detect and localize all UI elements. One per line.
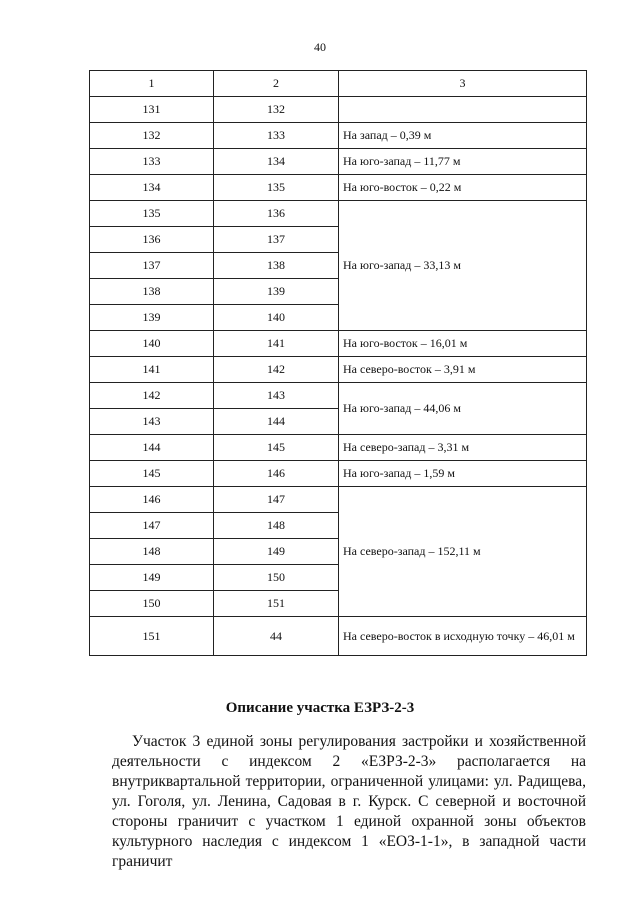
point-to: 149 bbox=[214, 539, 339, 565]
section-paragraph bbox=[112, 732, 586, 872]
point-to: 138 bbox=[214, 253, 339, 279]
direction-distance: На запад – 0,39 м bbox=[339, 123, 587, 149]
point-from: 147 bbox=[90, 513, 214, 539]
point-from: 135 bbox=[90, 201, 214, 227]
point-from: 148 bbox=[90, 539, 214, 565]
table-row bbox=[90, 175, 587, 201]
section-heading: Описание участка ЕЗРЗ-2-3 bbox=[225, 700, 415, 716]
point-from: 140 bbox=[90, 331, 214, 357]
table-row bbox=[90, 97, 587, 123]
point-to: 137 bbox=[214, 227, 339, 253]
point-from: 137 bbox=[90, 253, 214, 279]
point-to: 135 bbox=[214, 175, 339, 201]
header-col-2: 2 bbox=[214, 71, 339, 97]
point-to: 151 bbox=[214, 591, 339, 617]
point-from: 151 bbox=[90, 617, 214, 656]
point-from: 150 bbox=[90, 591, 214, 617]
table-row bbox=[90, 383, 587, 409]
point-from: 146 bbox=[90, 487, 214, 513]
paragraph-line: Участок 3 единой зоны регулирования застройки и хозяйственной bbox=[132, 733, 586, 750]
direction-distance: На юго-восток – 16,01 м bbox=[339, 331, 587, 357]
table-row bbox=[90, 487, 587, 513]
direction-distance bbox=[339, 97, 587, 123]
point-from: 136 bbox=[90, 227, 214, 253]
table-row bbox=[90, 617, 587, 656]
point-to: 133 bbox=[214, 123, 339, 149]
point-to: 136 bbox=[214, 201, 339, 227]
point-to: 139 bbox=[214, 279, 339, 305]
paragraph-line: стороны граничит с участком 1 единой охранной зоны объектов bbox=[112, 813, 586, 830]
point-from: 142 bbox=[90, 383, 214, 409]
point-to: 140 bbox=[214, 305, 339, 331]
point-to: 141 bbox=[214, 331, 339, 357]
point-to: 144 bbox=[214, 409, 339, 435]
direction-distance: На юго-запад – 11,77 м bbox=[339, 149, 587, 175]
point-to: 132 bbox=[214, 97, 339, 123]
table-row bbox=[90, 149, 587, 175]
point-from: 134 bbox=[90, 175, 214, 201]
point-to: 145 bbox=[214, 435, 339, 461]
paragraph-line: культурного наследия с индексом 1 «ЕОЗ-1-1», в западной части граничит bbox=[112, 833, 586, 870]
point-to: 143 bbox=[214, 383, 339, 409]
direction-distance: На юго-восток – 0,22 м bbox=[339, 175, 587, 201]
point-from: 141 bbox=[90, 357, 214, 383]
paragraph-line: ул. Гоголя, ул. Ленина, Садовая в г. Курск. С северной и восточной bbox=[112, 793, 586, 810]
point-to: 142 bbox=[214, 357, 339, 383]
point-from: 138 bbox=[90, 279, 214, 305]
point-to: 148 bbox=[214, 513, 339, 539]
table-row bbox=[90, 357, 587, 383]
point-to: 147 bbox=[214, 487, 339, 513]
header-col-1: 1 bbox=[90, 71, 214, 97]
paragraph-line: внутриквартальной территории, ограниченной улицами: ул. Радищева, bbox=[112, 773, 586, 790]
point-from: 143 bbox=[90, 409, 214, 435]
direction-distance: На северо-восток в исходную точку – 46,01 м bbox=[339, 617, 587, 656]
point-from: 131 bbox=[90, 97, 214, 123]
point-from: 145 bbox=[90, 461, 214, 487]
point-to: 44 bbox=[214, 617, 339, 656]
direction-distance: На юго-запад – 1,59 м bbox=[339, 461, 587, 487]
direction-distance: На северо-восток – 3,91 м bbox=[339, 357, 587, 383]
coordinates-table bbox=[89, 70, 587, 656]
point-from: 132 bbox=[90, 123, 214, 149]
table-row bbox=[90, 461, 587, 487]
point-from: 133 bbox=[90, 149, 214, 175]
point-from: 144 bbox=[90, 435, 214, 461]
point-from: 149 bbox=[90, 565, 214, 591]
point-to: 146 bbox=[214, 461, 339, 487]
point-to: 150 bbox=[214, 565, 339, 591]
table-row bbox=[90, 435, 587, 461]
direction-distance: На северо-запад – 152,11 м bbox=[339, 487, 587, 617]
table-row bbox=[90, 201, 587, 227]
direction-distance: На северо-запад – 3,31 м bbox=[339, 435, 587, 461]
table-header-row bbox=[90, 71, 587, 97]
point-to: 134 bbox=[214, 149, 339, 175]
table-row bbox=[90, 123, 587, 149]
table-row bbox=[90, 331, 587, 357]
page-number: 40 bbox=[314, 40, 326, 54]
paragraph-line: деятельности с индексом 2 «ЕЗРЗ-2-3» располагается на bbox=[112, 753, 586, 770]
direction-distance: На юго-запад – 44,06 м bbox=[339, 383, 587, 435]
point-from: 139 bbox=[90, 305, 214, 331]
direction-distance: На юго-запад – 33,13 м bbox=[339, 201, 587, 331]
header-col-3: 3 bbox=[339, 71, 587, 97]
